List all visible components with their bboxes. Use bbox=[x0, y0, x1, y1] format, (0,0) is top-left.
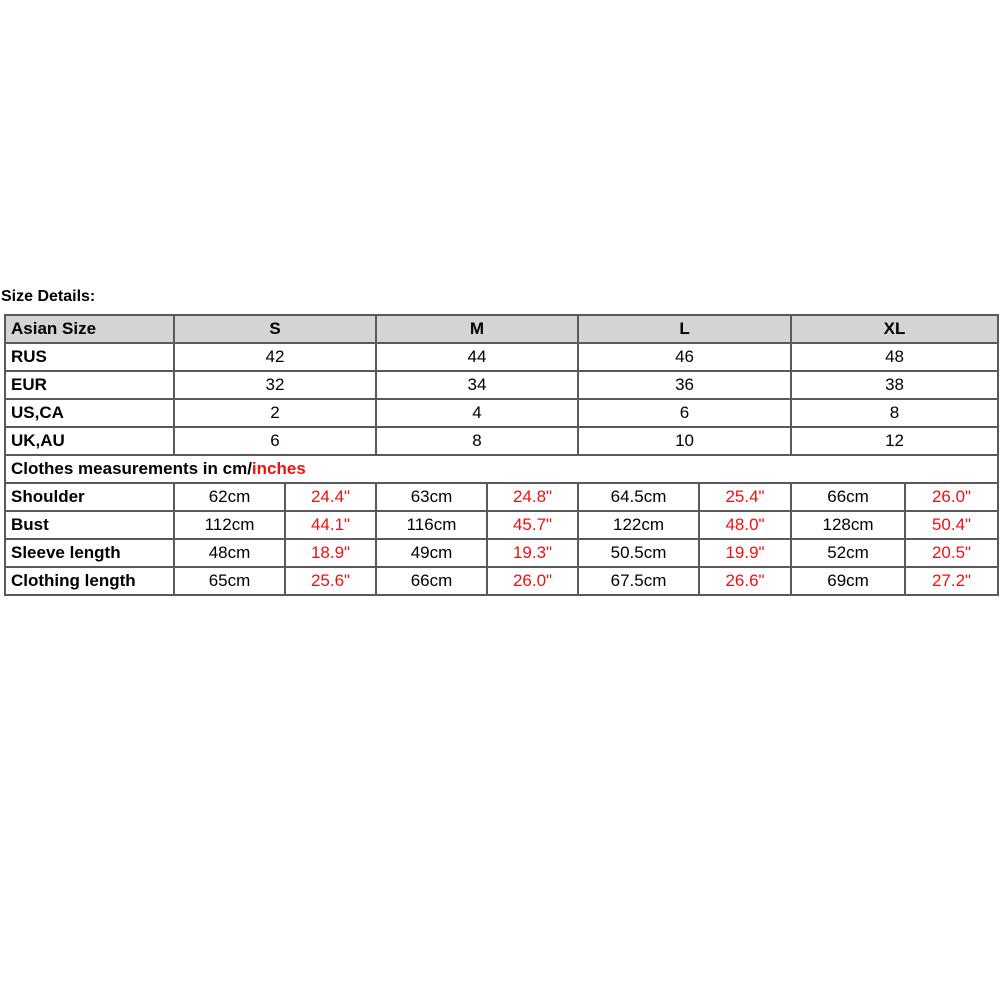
row-label: UK,AU bbox=[5, 427, 174, 455]
size-header-s: S bbox=[174, 315, 376, 343]
inch-value: 26.0" bbox=[905, 483, 998, 511]
inch-value: 44.1" bbox=[285, 511, 376, 539]
row-label: EUR bbox=[5, 371, 174, 399]
size-value: 10 bbox=[578, 427, 791, 455]
size-value: 48 bbox=[791, 343, 998, 371]
conversion-row bbox=[5, 399, 998, 427]
size-value: 36 bbox=[578, 371, 791, 399]
measurement-row bbox=[5, 511, 998, 539]
inch-value: 18.9" bbox=[285, 539, 376, 567]
inch-value: 26.0" bbox=[487, 567, 578, 595]
measurements-heading-inches: inches bbox=[251, 459, 306, 478]
inch-value: 19.3" bbox=[487, 539, 578, 567]
row-label: Bust bbox=[5, 511, 174, 539]
measurements-heading-prefix: Clothes measurements in cm/ bbox=[11, 459, 252, 478]
size-value: 34 bbox=[376, 371, 578, 399]
size-value: 46 bbox=[578, 343, 791, 371]
inch-value: 24.8" bbox=[487, 483, 578, 511]
size-header-xl: XL bbox=[791, 315, 998, 343]
size-details-title: Size Details: bbox=[1, 288, 96, 305]
cm-value: 65cm bbox=[174, 567, 285, 595]
inch-value: 50.4" bbox=[905, 511, 998, 539]
cm-value: 52cm bbox=[791, 539, 905, 567]
cm-value: 112cm bbox=[174, 511, 285, 539]
cm-value: 50.5cm bbox=[578, 539, 699, 567]
size-value: 44 bbox=[376, 343, 578, 371]
size-header-m: M bbox=[376, 315, 578, 343]
size-value: 2 bbox=[174, 399, 376, 427]
size-value: 6 bbox=[174, 427, 376, 455]
inch-value: 24.4" bbox=[285, 483, 376, 511]
inch-value: 19.9" bbox=[699, 539, 791, 567]
inch-value: 48.0" bbox=[699, 511, 791, 539]
row-label: Shoulder bbox=[5, 483, 174, 511]
measurements-heading-row bbox=[5, 455, 998, 483]
measurement-row bbox=[5, 539, 998, 567]
cm-value: 66cm bbox=[791, 483, 905, 511]
header-label: Asian Size bbox=[5, 315, 174, 343]
size-value: 42 bbox=[174, 343, 376, 371]
measurement-row bbox=[5, 483, 998, 511]
size-value: 6 bbox=[578, 399, 791, 427]
cm-value: 66cm bbox=[376, 567, 487, 595]
cm-value: 48cm bbox=[174, 539, 285, 567]
conversion-row bbox=[5, 427, 998, 455]
size-value: 8 bbox=[376, 427, 578, 455]
cm-value: 63cm bbox=[376, 483, 487, 511]
cm-value: 67.5cm bbox=[578, 567, 699, 595]
cm-value: 49cm bbox=[376, 539, 487, 567]
cm-value: 62cm bbox=[174, 483, 285, 511]
header-row bbox=[5, 315, 998, 343]
size-value: 32 bbox=[174, 371, 376, 399]
inch-value: 27.2" bbox=[905, 567, 998, 595]
size-chart-table bbox=[4, 314, 999, 596]
size-value: 4 bbox=[376, 399, 578, 427]
size-value: 38 bbox=[791, 371, 998, 399]
measurements-heading bbox=[5, 455, 998, 483]
size-value: 12 bbox=[791, 427, 998, 455]
inch-value: 20.5" bbox=[905, 539, 998, 567]
cm-value: 69cm bbox=[791, 567, 905, 595]
row-label: US,CA bbox=[5, 399, 174, 427]
inch-value: 26.6" bbox=[699, 567, 791, 595]
size-header-l: L bbox=[578, 315, 791, 343]
cm-value: 128cm bbox=[791, 511, 905, 539]
row-label: Clothing length bbox=[5, 567, 174, 595]
cm-value: 122cm bbox=[578, 511, 699, 539]
row-label: Sleeve length bbox=[5, 539, 174, 567]
row-label: RUS bbox=[5, 343, 174, 371]
cm-value: 116cm bbox=[376, 511, 487, 539]
measurement-row bbox=[5, 567, 998, 595]
size-value: 8 bbox=[791, 399, 998, 427]
conversion-row bbox=[5, 371, 998, 399]
inch-value: 25.4" bbox=[699, 483, 791, 511]
conversion-row bbox=[5, 343, 998, 371]
inch-value: 25.6" bbox=[285, 567, 376, 595]
inch-value: 45.7" bbox=[487, 511, 578, 539]
cm-value: 64.5cm bbox=[578, 483, 699, 511]
